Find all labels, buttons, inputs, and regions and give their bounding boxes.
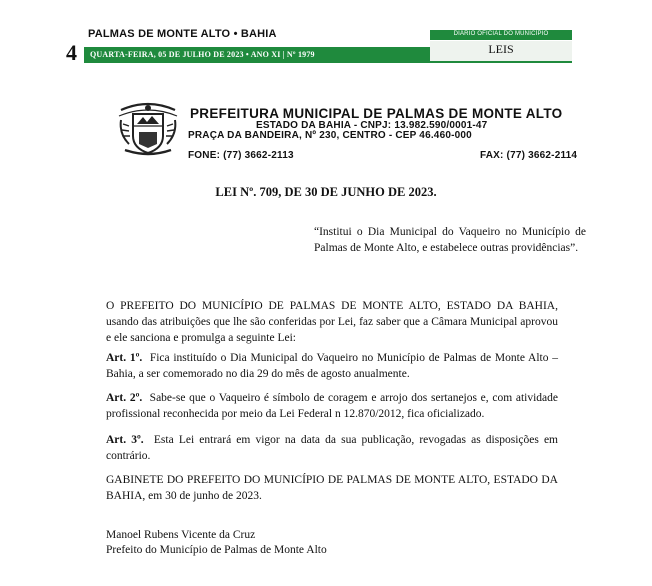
publication-title: PALMAS DE MONTE ALTO • BAHIA: [88, 28, 277, 40]
letterhead-name: PREFEITURA MUNICIPAL DE PALMAS DE MONTE ALTO: [190, 106, 563, 121]
issue-line: QUARTA-FEIRA, 05 DE JULHO DE 2023 • ANO XI | Nº 1979: [90, 50, 315, 59]
letterhead-address: PRAÇA DA BANDEIRA, Nº 230, CENTRO - CEP 46.460-000: [188, 130, 472, 141]
article-1-label: Art. 1º.: [106, 352, 143, 364]
article-2: [106, 390, 558, 422]
section-label: DIÁRIO OFICIAL DO MUNICÍPIO: [453, 31, 549, 37]
article-3: [106, 432, 558, 464]
intro-lead: O PREFEITO DO MUNICÍPIO DE PALMAS DE MONTE ALTO, ESTADO DA BAHIA,: [106, 300, 558, 312]
letterhead-fax: FAX: (77) 3662-2114: [480, 150, 578, 161]
article-1-text: Fica instituído o Dia Municipal do Vaqueiro no Município de Palmas de Monte Alto – Bahia, a ser comemorado no dia 29 do mês de agosto anualmente.: [106, 352, 558, 380]
letterhead-phone: FONE: (77) 3662-2113: [188, 150, 294, 161]
article-3-label: Art. 3º.: [106, 434, 144, 446]
law-summary: “Institui o Dia Municipal do Vaqueiro no Município de Palmas de Monte Alto, e estabelece outras providências”.: [314, 226, 586, 254]
intro-text: usando das atribuições que lhe são conferidas por Lei, faz saber que a Câmara Municipal aprovou e ele sanciona e promulga a seguinte Lei:: [106, 316, 558, 344]
signatory-name: Manoel Rubens Vicente da Cruz: [106, 529, 256, 541]
closing-paragraph: [106, 472, 558, 504]
signatory-title: Prefeito do Município de Palmas de Monte Alto: [106, 544, 327, 556]
article-2-label: Art. 2º.: [106, 392, 143, 404]
article-2-text: Sabe-se que o Vaqueiro é símbolo de coragem e arrojo dos sertanejos e, com atividade profissional reconhecida por meio da Lei Federal n 12.870/2012, fica oficializado.: [106, 392, 559, 420]
law-title: LEI Nº. 709, DE 30 DE JUNHO DE 2023.: [215, 185, 437, 199]
section-box: [430, 30, 572, 61]
closing-date: em 30 de junho de 2023.: [145, 490, 262, 502]
coat-of-arms-icon: [117, 100, 179, 156]
article-3-text: Esta Lei entrará em vigor na data da sua publicação, revogadas as disposições em contrário.: [106, 434, 558, 462]
closing-lead: GABINETE DO PREFEITO DO MUNICÍPIO DE PALMAS DE MONTE ALTO, ESTADO DA BAHIA,: [106, 474, 558, 502]
letterhead-state-cnpj: ESTADO DA BAHIA - CNPJ: 13.982.590/0001-47: [256, 120, 488, 131]
intro-paragraph: [106, 298, 558, 346]
page-number: 4: [66, 40, 77, 65]
article-1: [106, 350, 558, 382]
section-name: LEIS: [488, 42, 514, 56]
